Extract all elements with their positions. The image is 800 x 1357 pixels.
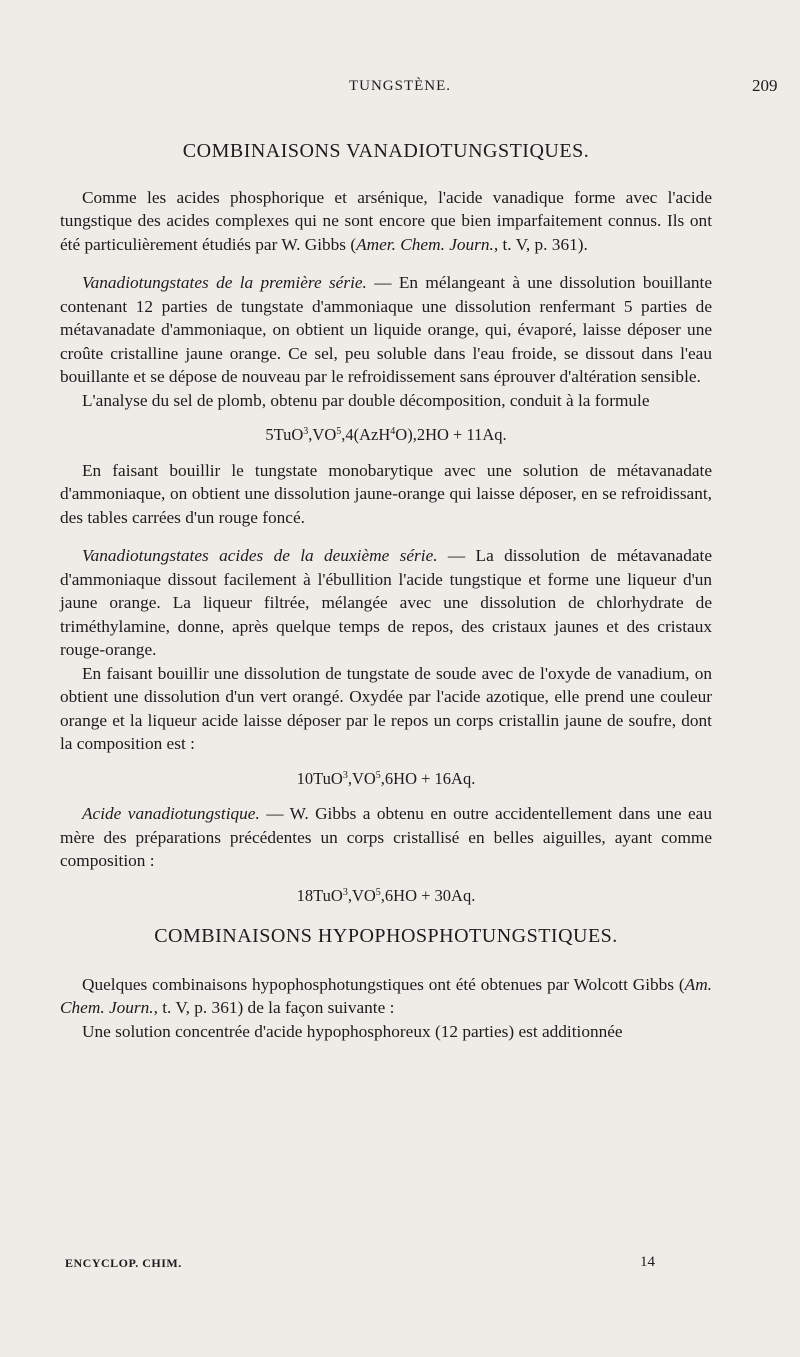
formula-1-sup: 4 <box>390 426 396 437</box>
formula-1-sup: 5 <box>336 426 342 437</box>
paragraph-premiere-serie <box>60 271 712 389</box>
formula-3-sup: 5 <box>375 886 381 898</box>
paragraph-solution-concentree <box>60 1020 712 1044</box>
formula-1 <box>60 423 712 447</box>
oxyde-vanadium-text: En faisant bouillir une dissolution de tungstate de soude avec de l'oxyde de vanadium, on obtient une dissolution d'un vert orangé. Oxydée par l'acide azotique, elle prend une couleur orange et la liqueur acide laisse déposer par le repos un corps cristallin jaune de soufre, dont la composition est : <box>60 663 712 753</box>
formula-2 <box>60 767 712 791</box>
paragraph-analyse <box>60 389 712 413</box>
paragraph-oxyde-vanadium <box>60 662 712 756</box>
analyse-text: L'analyse du sel de plomb, obtenu par double décomposition, conduit à la formule <box>82 390 650 410</box>
formula-3-part: ,VO <box>347 885 376 905</box>
formula-2-part: ,VO <box>347 768 376 788</box>
page-body <box>60 140 712 1043</box>
subsection-heading-premiere-serie: Vanadiotungstates de la première série. <box>82 273 367 292</box>
paragraph-acide-vanadiotungstique <box>60 802 712 873</box>
wolcott-text: Quelques combinaisons hypophosphotungstiques ont été obtenues par Wolcott Gibbs ( <box>82 974 685 994</box>
formula-2-sup: 5 <box>375 769 381 781</box>
page-number: 209 <box>752 76 778 95</box>
subsection-heading-acide: Acide vanadiotungstique. <box>82 804 260 823</box>
formula-3-sup: 3 <box>342 886 348 898</box>
solution-text: Une solution concentrée d'acide hypophosphoreux (12 parties) est additionnée <box>82 1021 623 1041</box>
deuxieme-serie-text: — La dissolution de métavanadate d'ammoniaque dissout facilement à l'ébullition l'acide tungstique et forme une liqueur d'un jaune orange. La liqueur filtrée, mélangée avec une dissolution de chlorhydrate de triméthylamine, donne, après quelque temps de repos, des cristaux jaunes et des cristaux rouge-orange. <box>60 546 712 659</box>
acide-text: — W. Gibbs a obtenu en outre accidentellement dans une eau mère des préparations précédentes un corps cristallisé en belles aiguilles, ayant comme composition : <box>60 804 712 870</box>
formula-3-part: 18TuO <box>296 885 343 905</box>
section-title-vanadiotungstiques: COMBINAISONS VANADIOTUNGSTIQUES. <box>182 140 590 162</box>
footer-sheet-number: 14 <box>640 1254 655 1270</box>
paragraph-wolcott-gibbs <box>60 973 712 1020</box>
paragraph-intro <box>60 186 712 257</box>
formula-3 <box>60 884 712 908</box>
subsection-heading-deuxieme-serie: Vanadiotungstates acides de la deuxième série. <box>82 546 438 565</box>
section-title-hypophosphotungstiques: COMBINAISONS HYPOPHOSPHOTUNGSTIQUES. <box>154 925 618 947</box>
formula-1-sup: 3 <box>303 426 309 437</box>
monobarytique-text: En faisant bouillir le tungstate monobarytique avec une solution de métavanadate d'ammoniaque, on obtient une dissolution jaune-orange qui laisse déposer, en se refroidissant, des tables carrées d'un rouge foncé. <box>60 460 712 527</box>
formula-1-part: ,VO <box>308 425 337 444</box>
journal-reference-2: Am. Chem. Journ. <box>60 974 712 1017</box>
wolcott-tail: , t. V, p. 361) de la façon suivante : <box>153 998 395 1017</box>
journal-reference: Amer. Chem. Journ. <box>356 234 494 254</box>
footer-signature: ENCYCLOP. CHIM. <box>65 1256 182 1270</box>
formula-1-part: ,4(AzH <box>341 425 391 444</box>
formula-2-sup: 3 <box>342 769 348 781</box>
formula-3-part: ,6HO + 30Aq. <box>380 885 476 905</box>
formula-1-part: 5TuO <box>265 425 304 444</box>
formula-2-part: ,6HO + 16Aq. <box>380 768 476 788</box>
intro-text: Comme les acides phosphorique et arsénique, l'acide vanadique forme avec l'acide tungstique des acides complexes qui ne sont encore que bien imparfaitement connus. Ils ont été particulièrement étudiés par W. Gibbs ( <box>60 187 712 254</box>
paragraph-deuxieme-serie <box>60 544 712 662</box>
formula-1-part: O),2HO + 11Aq. <box>395 425 507 444</box>
paragraph-monobarytique <box>60 459 712 530</box>
running-title: TUNGSTÈNE. <box>348 78 452 94</box>
formula-2-part: 10TuO <box>296 768 343 788</box>
premiere-serie-text: — En mélangeant à une dissolution bouillante contenant 12 parties de tungstate d'ammoniaque une dissolution renfermant 5 parties de métavanadate d'ammoniaque, on obtient un liquide orange, qui, évaporé, laisse déposer une croûte cristalline jaune orange. Ce sel, peu soluble dans l'eau froide, se dissout dans l'eau bouillante et se dépose de nouveau par le refroidissement sans éprouver d'altération sensible. <box>60 273 712 386</box>
intro-tail: , t. V, p. 361). <box>493 234 588 254</box>
